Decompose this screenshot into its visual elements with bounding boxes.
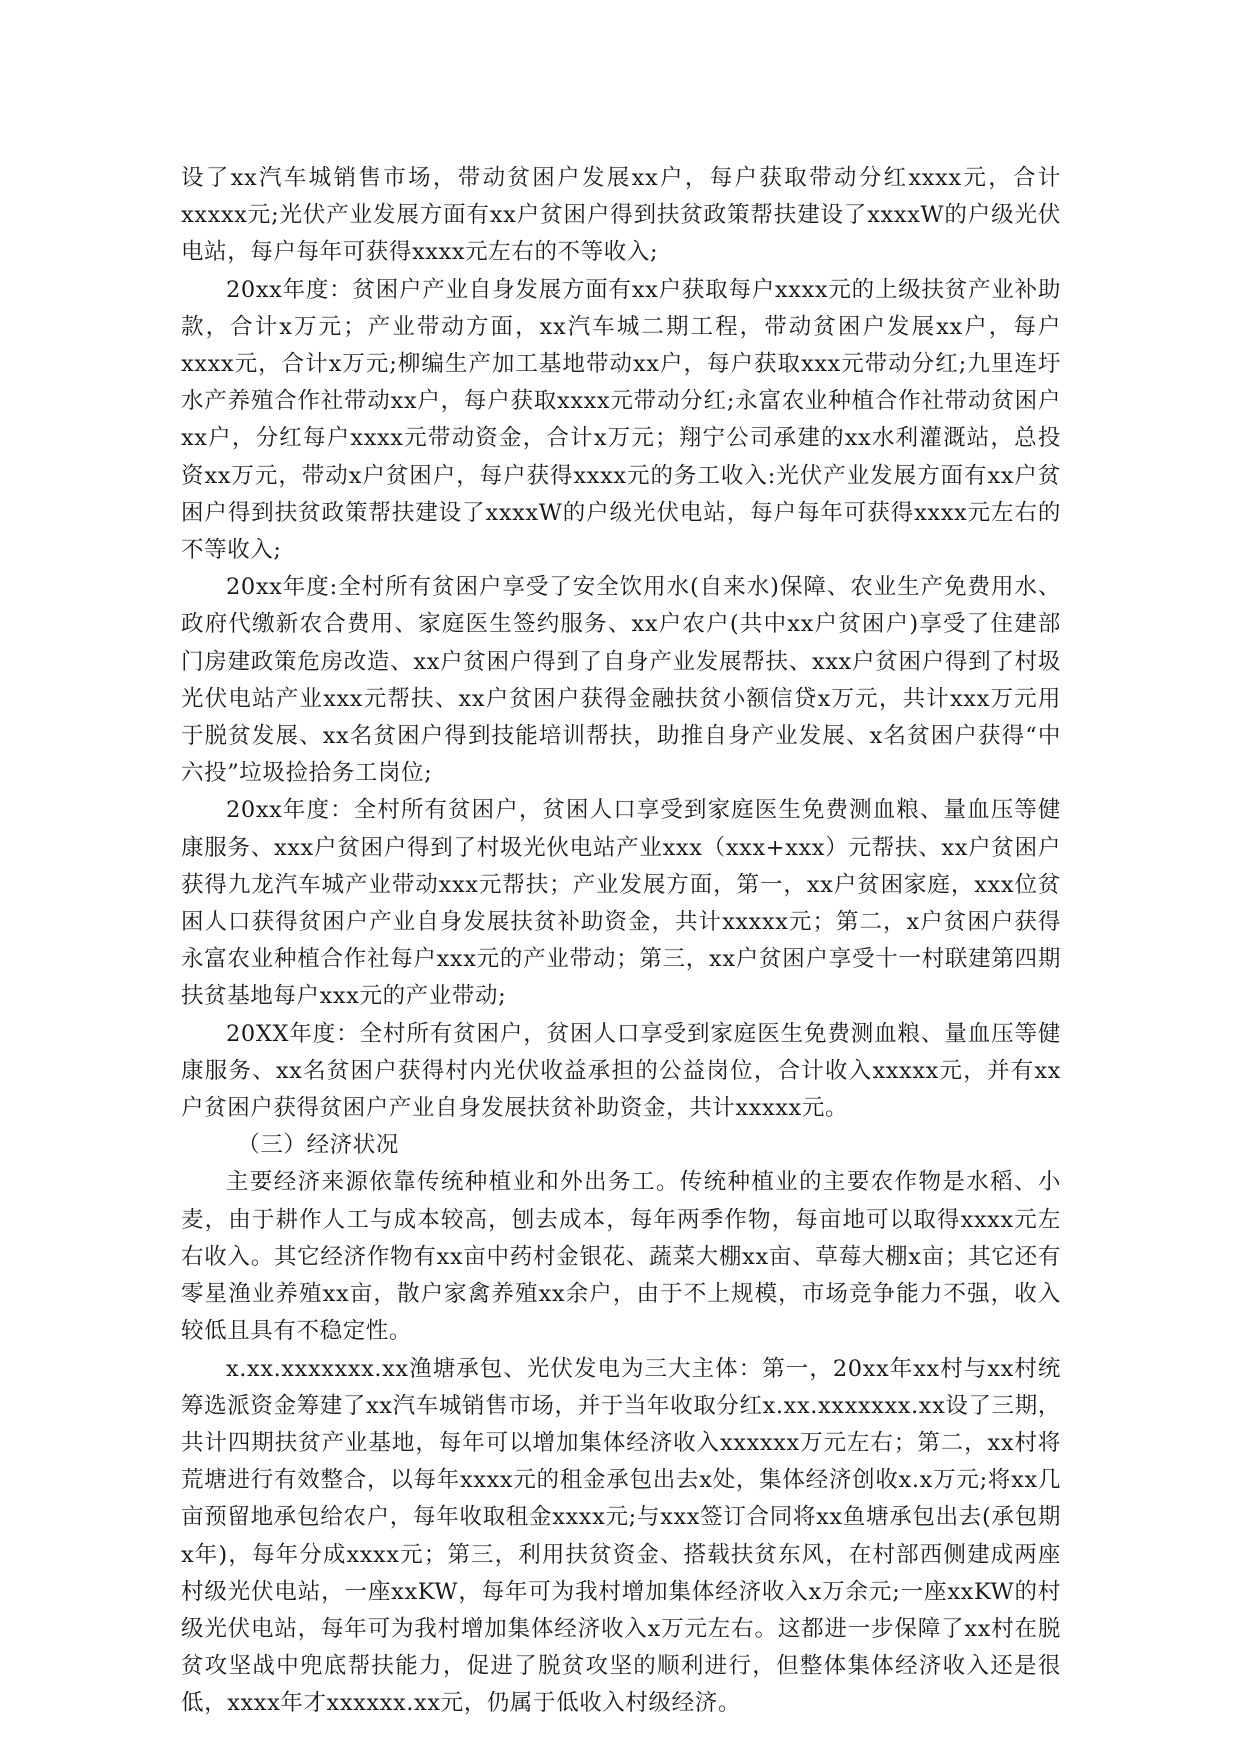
paragraph-year-3: 20xx年度：全村所有贫困户，贫困人口享受到家庭医生免费测血粮、量血压等健康服务、xxx户贫困户得到了村圾光伙电站产业xxx（xxx+xxx）元帮扶、xx户贫困户获得九龙汽车城产业带动xxx元帮扶；产业发展方面，第一，xx户贫困家庭，xxx位贫困人口获得贫困户产业自身发展扶贫补助资金，共计xxxxx元；第二，x户贫困户获得永富农业种植合作社每户xxx元的产业带动；第三，xx户贫困户享受十一村联建第四期扶贫基地每户xxx元的产业带动; [181, 797, 1061, 1010]
document-page [181, 160, 1061, 1723]
section-heading-economy: （三）经济状况 [237, 1132, 399, 1159]
paragraph-collective-economy: x.xx.xxxxxxx.xx渔塘承包、光伏发电为三大主体：第一，20xx年xx村与xx村统筹选派资金筹建了xx汽车城销售市场，并于当年收取分红x.xx.xxxxxxx.xx设了三期，共计四期扶贫产业基地，每年可以增加集体经济收入xxxxxx万元左右；第二，xx村将荒塘进行有效整合，以每年xxxx元的租金承包出去x处，集体经济创收x.x万元;将xx几亩预留地承包给农户，每年收取租金xxxx元;与xxx签订合同将xx鱼塘承包出去(承包期x年)，每年分成xxxx元；第三，利用扶贫资金、搭载扶贫东风，在村部西侧建成两座村级光伏电站，一座xxKW，每年可为我村增加集体经济收入x万余元;一座xxKW的村级光伏电站，每年可为我村增加集体经济收入x万元左右。这都进一步保障了xx村在脱贫攻坚战中兜底帮扶能力，促进了脱贫攻坚的顺利进行，但整体集体经济收入还是很低，xxxx年才xxxxxx.xx元，仍属于低收入村级经济。 [181, 1355, 1061, 1717]
paragraph-year-1: 20xx年度：贫困户产业自身发展方面有xx户获取每户xxxx元的上级扶贫产业补助款，合计x万元；产业带动方面，xx汽车城二期工程，带动贫困户发展xx户，每户xxxx元，合计x万元;柳编生产加工基地带动xx户，每户获取xxx元带动分红;九里连圩水产养殖合作社带动xx户，每户获取xxxx元带动分红;永富农业种植合作社带动贫困户xx户，分红每户xxxx元带动资金，合计x万元；翔宁公司承建的xx水利灌溉站，总投资xx万元，带动x户贫困户，每户获得xxxx元的务工收入:光伏产业发展方面有xx户贫困户得到扶贫政策帮扶建设了xxxxW的户级光伏电站，每户每年可获得xxxx元左右的不等收入; [181, 276, 1061, 564]
paragraph-year-4: 20XX年度：全村所有贫困户，贫困人口享受到家庭医生免费测血粮、量血压等健康服务、xx名贫困户获得村内光伏收益承担的公益岗位，合计收入xxxxx元，并有xx户贫困户获得贫困户产业自身发展扶贫补助资金，共计xxxxx元。 [181, 1020, 1061, 1122]
paragraph-year-2: 20xx年度:全村所有贫困户享受了安全饮用水(自来水)保障、农业生产免费用水、政府代缴新农合费用、家庭医生签约服务、xx户农户(共中xx户贫困户)享受了住建部门房建政策危房改造、xx户贫困户得到了自身产业发展帮扶、xxx户贫困户得到了村圾光伏电站产业xxx元帮扶、xx户贫困户获得金融扶贫小额信贷x万元，共计xxx万元用于脱贫发展、xx名贫困户得到技能培训帮扶，助推自身产业发展、x名贫困户获得“中六投”垃圾捡拾务工岗位; [181, 574, 1061, 787]
paragraph-continuation: 设了xx汽车城销售市场，带动贫困户发展xx户，每户获取带动分红xxxx元，合计xxxxx元;光伏产业发展方面有xx户贫困户得到扶贫政策帮扶建设了xxxxW的户级光伏电站，每户每年可获得xxxx元左右的不等收入; [181, 165, 1061, 266]
paragraph-economy-sources: 主要经济来源依靠传统种植业和外出务工。传统种植业的主要农作物是水稻、小麦，由于耕作人工与成本较高，刨去成本，每年两季作物，每亩地可以取得xxxx元左右收入。其它经济作物有xx亩中药村金银花、蔬菜大棚xx亩、草莓大棚x亩；其它还有零星渔业养殖xx亩，散户家禽养殖xx余户，由于不上规模，市场竞争能力不强，收入较低且具有不稳定性。 [181, 1169, 1061, 1345]
